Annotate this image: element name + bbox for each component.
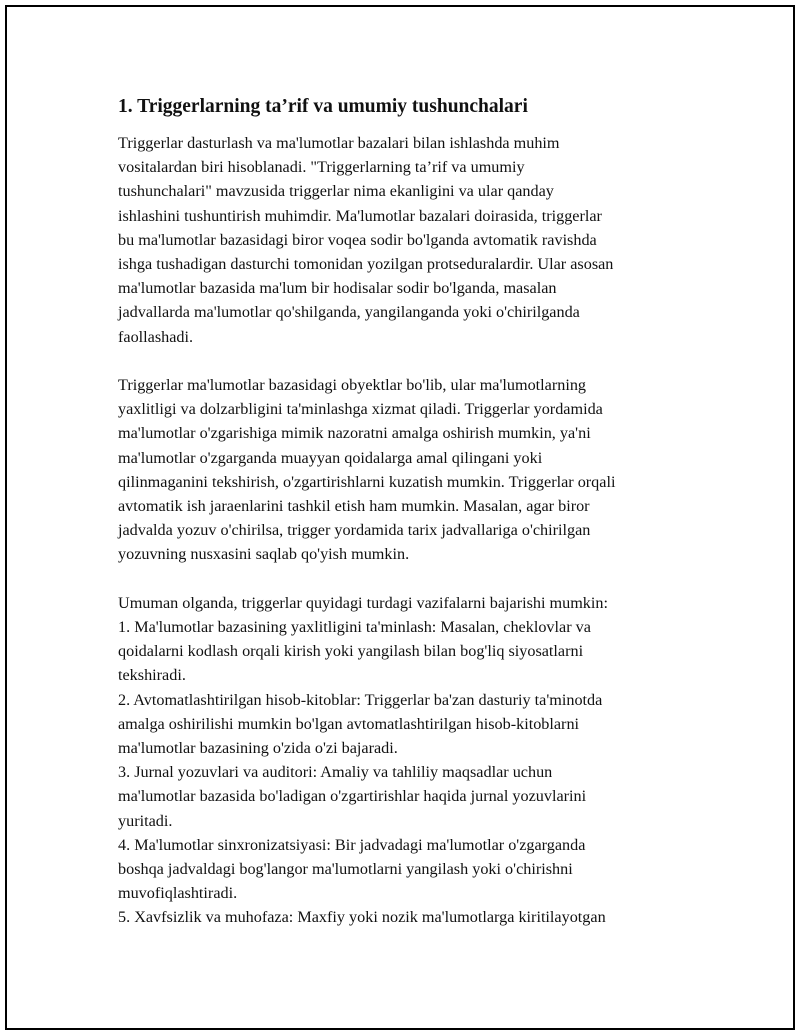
list-item-line: 1. Ma'lumotlar bazasining yaxlitligini ta'minlash: Masalan, cheklovlar va bbox=[118, 618, 591, 637]
text-line: Triggerlar ma'lumotlar bazasidagi obyektlar bo'lib, ular ma'lumotlarning bbox=[118, 376, 587, 395]
list-item-line: ma'lumotlar bazasida bo'ladigan o'zgartirishlar haqida jurnal yozuvlarini bbox=[118, 787, 587, 806]
section-heading: 1. Triggerlarning ta’rif va umumiy tushunchalari bbox=[118, 96, 528, 117]
text-line: yaxlitligi va dolzarbligini ta'minlashga xizmat qiladi. Triggerlar yordamida bbox=[118, 400, 603, 419]
text-line: avtomatik ish jaraenlarini tashkil etish ham mumkin. Masalan, agar biror bbox=[118, 497, 590, 516]
text-line: Umuman olganda, triggerlar quyidagi turdagi vazifalarni bajarishi mumkin: bbox=[118, 593, 608, 612]
text-line: jadvalda yozuv o'chirilsa, trigger yordamida tarix jadvallariga o'chirilgan bbox=[118, 521, 591, 540]
list-item-line: qoidalarni kodlash orqali kirish yoki yangilash bilan bog'liq siyosatlarni bbox=[118, 642, 584, 661]
paragraph-purpose bbox=[118, 373, 698, 567]
list-item-line: yuritadi. bbox=[118, 811, 173, 830]
list-item-line: 4. Ma'lumotlar sinxronizatsiyasi: Bir jadvadagi ma'lumotlar o'zgarganda bbox=[118, 835, 586, 854]
list-item-line: muvofiqlashtiradi. bbox=[118, 884, 238, 903]
list-item-line: 3. Jurnal yozuvlari va auditori: Amaliy va tahliliy maqsadlar uchun bbox=[118, 763, 553, 782]
document-body bbox=[118, 94, 698, 930]
text-line: yozuvning nusxasini saqlab qo'yish mumkin. bbox=[118, 545, 410, 564]
text-line: ishlashini tushuntirish muhimdir. Ma'lumotlar bazalari doirasida, triggerlar bbox=[118, 206, 602, 225]
text-line: ma'lumotlar bazasida ma'lum bir hodisalar sodir bo'lganda, masalan bbox=[118, 279, 557, 298]
text-line: ma'lumotlar o'zgarganda muayyan qoidalarga amal qilingani yoki bbox=[118, 448, 543, 467]
text-line: faollashadi. bbox=[118, 327, 194, 346]
list-item-line: ma'lumotlar bazasining o'zida o'zi bajaradi. bbox=[118, 739, 398, 758]
text-line: vositalardan biri hisoblanadi. "Triggerlarning ta’rif va umumiy bbox=[118, 158, 525, 177]
text-line: qilinmaganini tekshirish, o'zgartirishlarni kuzatish mumkin. Triggerlar orqali bbox=[118, 472, 616, 491]
list-item-line: 5. Xavfsizlik va muhofaza: Maxfiy yoki nozik ma'lumotlarga kiritilayotgan bbox=[118, 908, 606, 927]
text-line: tushunchalari" mavzusida triggerlar nima ekanligini va ular qanday bbox=[118, 182, 554, 201]
list-item-line: 2. Avtomatlashtirilgan hisob-kitoblar: Triggerlar ba'zan dasturiy ta'minotda bbox=[118, 690, 603, 709]
list-item-line: boshqa jadvaldagi bog'langor ma'lumotlarni yangilash yoki o'chirishni bbox=[118, 860, 573, 879]
text-line: ishga tushadigan dasturchi tomonidan yozilgan protseduralardir. Ular asosan bbox=[118, 255, 614, 274]
text-line: bu ma'lumotlar bazasidagi biror voqea sodir bo'lganda avtomatik ravishda bbox=[118, 230, 597, 249]
list-item-line: amalga oshirilishi mumkin bo'lgan avtomatlashtirilgan hisob-kitoblarni bbox=[118, 714, 580, 733]
text-line: ma'lumotlar o'zgarishiga mimik nazoratni amalga oshirish mumkin, ya'ni bbox=[118, 424, 591, 443]
paragraph-tasks-list bbox=[118, 591, 698, 930]
paragraph-definition bbox=[118, 131, 698, 349]
text-line: Triggerlar dasturlash va ma'lumotlar bazalari bilan ishlashda muhim bbox=[118, 134, 560, 152]
list-item-line: tekshiradi. bbox=[118, 666, 186, 685]
text-line: jadvallarda ma'lumotlar qo'shilganda, yangilanganda yoki o'chirilganda bbox=[118, 303, 580, 322]
